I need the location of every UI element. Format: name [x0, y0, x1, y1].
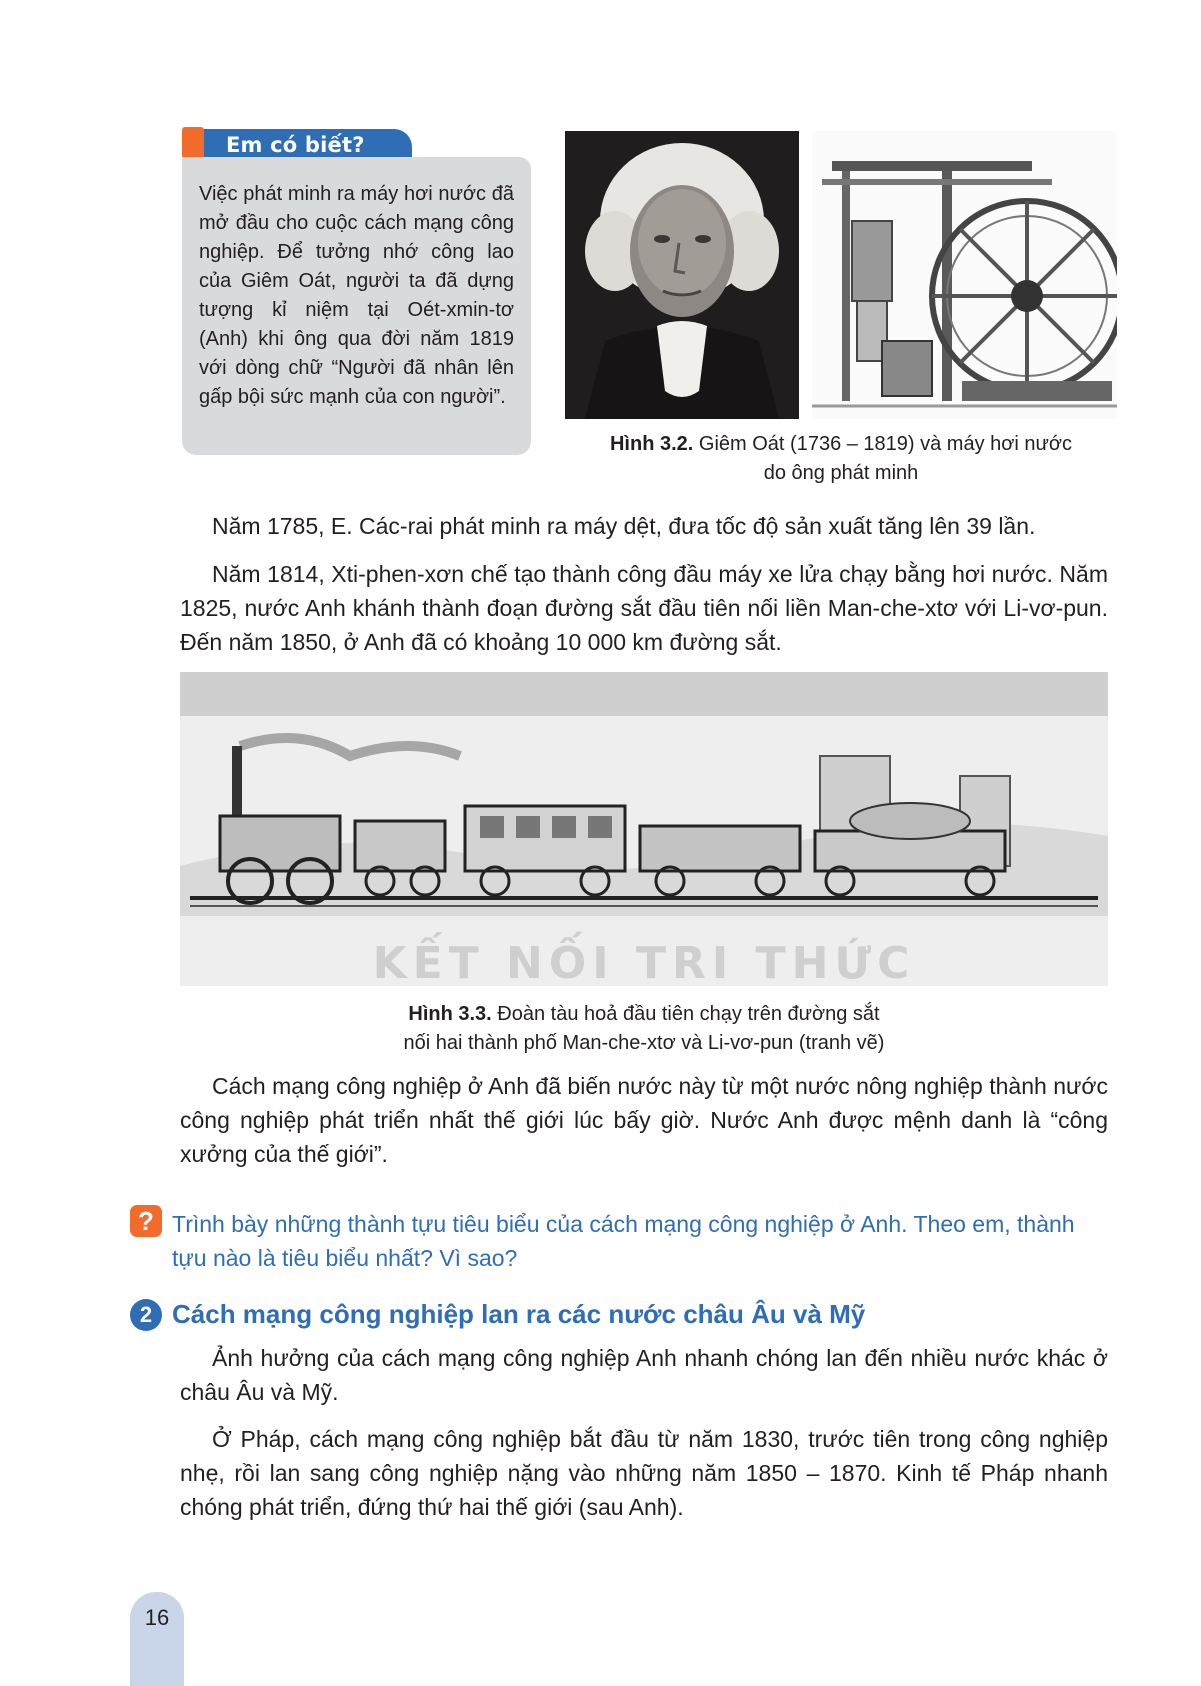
section-title: Cách mạng công nghiệp lan ra các nước châu Âu và Mỹ — [172, 1299, 866, 1329]
section-number-badge: 2 — [130, 1299, 162, 1331]
figure-3-3-caption-line2: nối hai thành phố Man-che-xtơ và Li-vơ-pun (tranh vẽ) — [403, 1032, 885, 1054]
paragraph-france: Ở Pháp, cách mạng công nghiệp bắt đầu từ năm 1830, trước tiên trong công nghiệp nhẹ, rồi lan sang công nghiệp nặng vào những năm 1850 – 1870. Kinh tế Pháp nhanh chóng phát triển, đứng thứ hai thế giới (sau Anh). — [180, 1426, 1108, 1520]
james-watt-portrait — [565, 131, 799, 419]
question-text: Trình bày những thành tựu tiêu biểu của cách mạng công nghiệp ở Anh. Theo em, thành tựu nào là tiêu biểu nhất? Vì sao? — [172, 1211, 1075, 1271]
figure-3-2-caption — [565, 430, 1117, 488]
steam-engine-drawing — [812, 131, 1117, 419]
figure-3-3-label: Hình 3.3. — [408, 1003, 492, 1025]
didyouknow-title: Em có biết? — [226, 133, 365, 157]
question-icon: ? — [130, 1205, 162, 1237]
paragraph-railway: Năm 1814, Xti-phen-xơn chế tạo thành công đầu máy xe lửa chạy bằng hơi nước. Năm 1825, nước Anh khánh thành đoạn đường sắt đầu tiên nối liền Man-che-xtơ với Li-vơ-pun. Đến năm 1850, ở Anh đã có khoảng 10 000 km đường sắt. — [180, 561, 1108, 655]
watermark-text: KẾT NỐI TRI THỨC — [372, 938, 916, 989]
figure-3-3-caption-line1: Đoàn tàu hoả đầu tiên chạy trên đường sắt — [491, 1003, 880, 1025]
page-number: 16 — [144, 1605, 170, 1630]
didyouknow-text: Việc phát minh ra máy hơi nước đã mở đầu cho cuộc cách mạng công nghiệp. Để tưởng nhớ công lao của Giêm Oát, người ta đã dựng tượng kỉ niệm tại Oét-xmin-tơ (Anh) khi ông qua đời năm 1819 với dòng chữ “Người đã nhân lên gấp bội sức mạnh của con người”. — [199, 183, 514, 408]
paragraph-loom: Năm 1785, E. Các-rai phát minh ra máy dệt, đưa tốc độ sản xuất tăng lên 39 lần. — [212, 513, 1036, 539]
figure-3-2-label: Hình 3.2. — [609, 433, 694, 455]
paragraph-spread: Ảnh hưởng của cách mạng công nghiệp Anh nhanh chóng lan đến nhiều nước khác ở châu Âu và Mỹ. — [180, 1345, 1108, 1405]
figure-3-2-caption-line2: do ông phát minh — [763, 462, 919, 484]
paragraph-workshop: Cách mạng công nghiệp ở Anh đã biến nước này từ một nước nông nghiệp thành nước công nghiệp phát triển nhất thế giới lúc bấy giờ. Nước Anh được mệnh danh là “công xưởng của thế giới”. — [180, 1073, 1108, 1167]
figure-3-2-caption-line1: Giêm Oát (1736 – 1819) và máy hơi nước — [693, 433, 1073, 455]
figure-3-3-caption — [180, 1000, 1108, 1058]
